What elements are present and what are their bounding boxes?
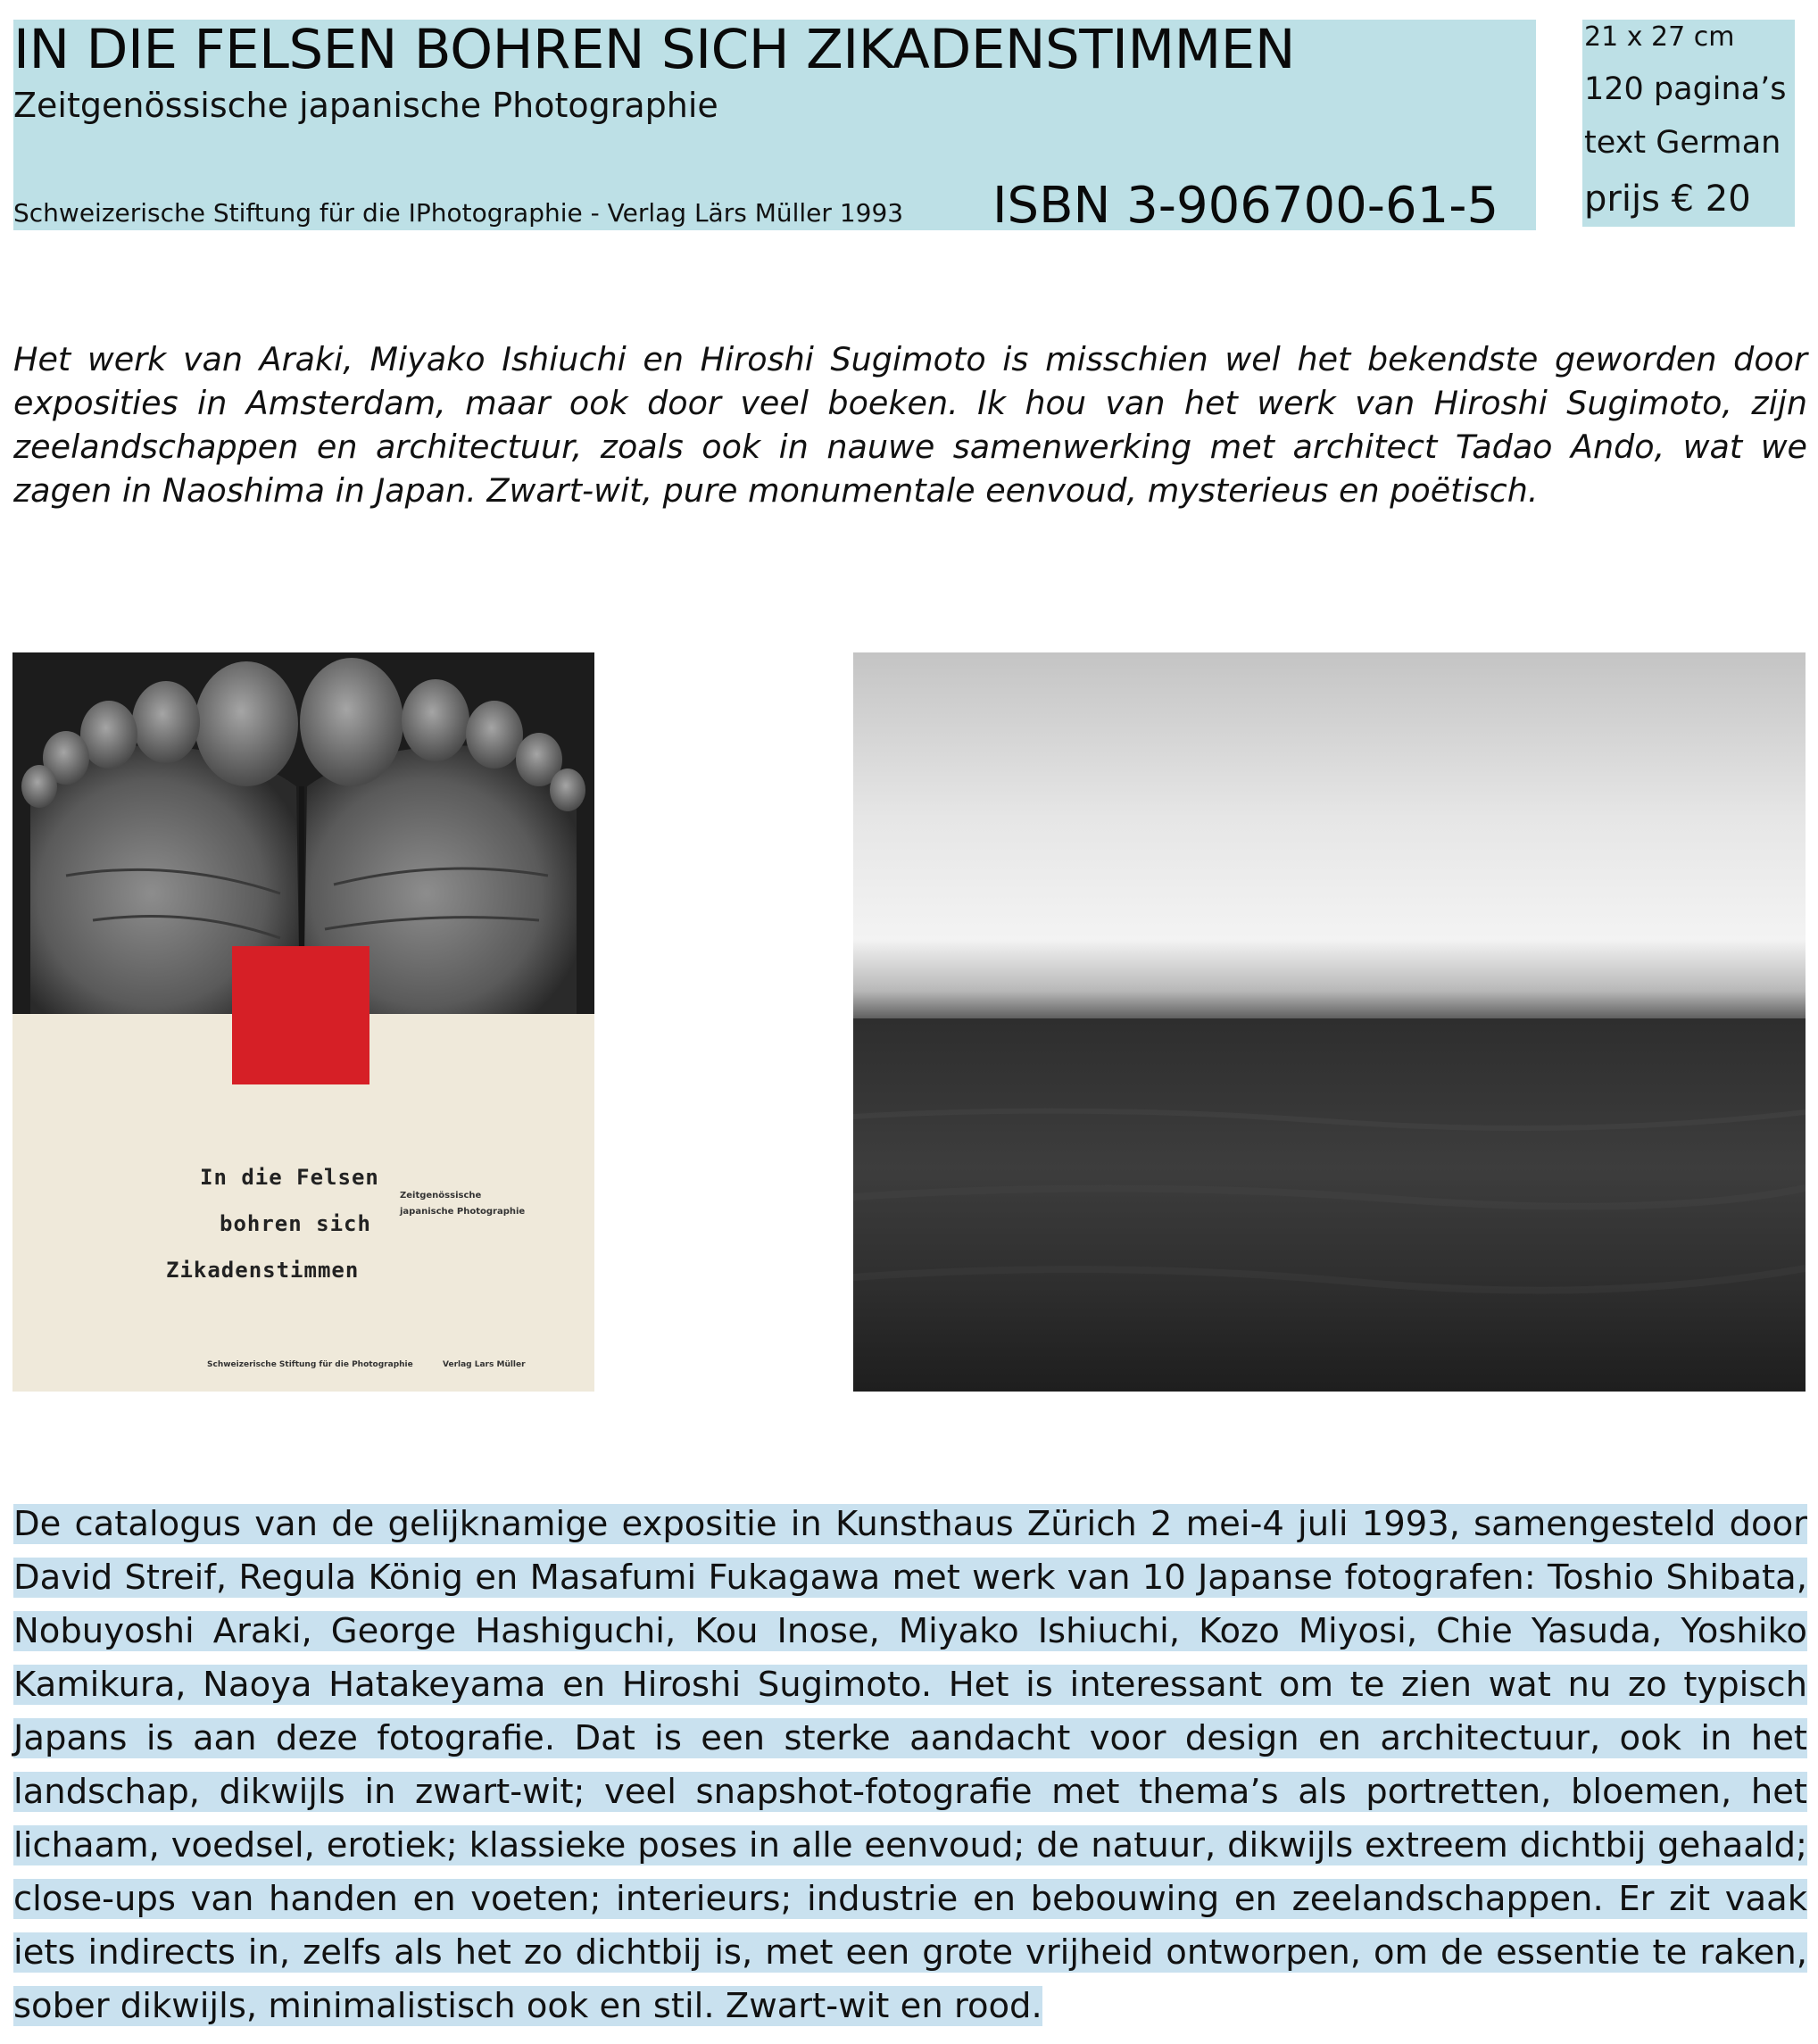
cover-subtitle-line: Zeitgenössische xyxy=(400,1191,482,1201)
cover-footer-foundation: Schweizerische Stiftung für die Photographie xyxy=(207,1360,413,1369)
spec-size: 21 x 27 cm xyxy=(1584,21,1735,53)
seascape-illustration xyxy=(853,652,1806,1392)
spec-pages: 120 pagina’s xyxy=(1584,71,1787,107)
cover-title-line: Zikadenstimmen xyxy=(166,1258,360,1283)
book-cover-image xyxy=(12,652,594,1392)
spec-language: text German xyxy=(1584,125,1781,161)
cover-red-square xyxy=(232,946,369,1084)
cover-title-line: In die Felsen xyxy=(200,1165,379,1190)
cover-footer-publisher: Verlag Lars Müller xyxy=(443,1360,526,1369)
intro-paragraph: Het werk van Araki, Miyako Ishiuchi en Hiroshi Sugimoto is misschien wel het bekendste geworden door exposities in Amsterdam, maar ook door veel boeken. Ik hou van het werk van Hiroshi Sugimoto, zijn zeelandschappen en architectuur, zoals ook in nauwe samenwerking met architect Tadao Ando, wat we zagen in Naoshima in Japan. Zwart-wit, pure monumentale eenvoud, mysterieus en poëtisch. xyxy=(13,340,1807,510)
isbn-number: ISBN 3-906700-61-5 xyxy=(992,177,1499,235)
cover-subtitle xyxy=(400,1188,525,1220)
publisher-line: Schweizerische Stiftung für die IPhotographie - Verlag Lärs Müller 1993 xyxy=(13,198,904,228)
seascape-photo xyxy=(853,652,1806,1392)
body-paragraph-text: De catalogus van de gelijknamige expositie in Kunsthaus Zürich 2 mei-4 juli 1993, samengesteld door David Streif, Regula König en Masafumi Fukagawa met werk van 10 Japanse fotografen: Toshio Shibata, Nobuyoshi Araki, George Hashiguchi, Kou Inose, Miyako Ishiuchi, Kozo Miyosi, Chie Yasuda, Yoshiko Kamikura, Naoya Hatakeyama en Hiroshi Sugimoto. Het is interessant om te zien wat nu zo typisch Japans is aan deze fotografie. Dat is een sterke aandacht voor design en architectuur, ook in het landschap, dikwijls in zwart-wit; veel snapshot-fotografie met thema’s als portretten, bloemen, het lichaam, voedsel, erotiek; klassieke poses in alle eenvoud; de natuur, dikwijls extreem dichtbij gehaald; close-ups van handen en voeten; interieurs; industrie en bebouwing en zeelandschappen. Er zit vaak iets indirects in, zelfs als het zo dichtbij is, met een grote vrijheid ontworpen, om de essentie te raken, sober dikwijls, minimalistisch ook en stil. Zwart-wit en rood. xyxy=(13,1504,1807,2026)
spec-price: prijs € 20 xyxy=(1584,179,1751,220)
page-title: IN DIE FELSEN BOHREN SICH ZIKADENSTIMMEN xyxy=(13,18,1295,81)
page-subtitle: Zeitgenössische japanische Photographie xyxy=(13,86,718,125)
body-paragraph xyxy=(13,1498,1807,2033)
cover-subtitle-line: japanische Photographie xyxy=(400,1207,526,1217)
cover-title-line: bohren sich xyxy=(220,1211,371,1236)
